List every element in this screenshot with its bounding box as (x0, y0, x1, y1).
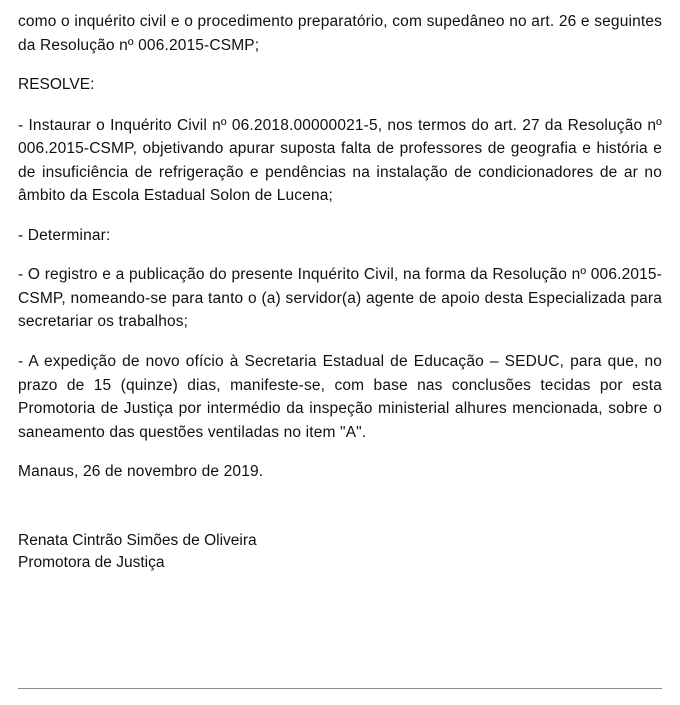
paragraph-intro: como o inquérito civil e o procedimento preparatório, com supedâneo no art. 26 e seguintes da Resolução nº 006.2015-CSMP; (18, 13, 662, 54)
paragraph-determinar: - Determinar: (18, 226, 111, 244)
paragraph-place-date: Manaus, 26 de novembro de 2019. (18, 463, 264, 481)
signature-block (18, 530, 662, 574)
footer-divider (18, 688, 662, 689)
signature-title: Promotora de Justiça (18, 553, 165, 571)
paragraph-expedicao: - A expedição de novo ofício à Secretaria Estadual de Educação – SEDUC, para que, no prazo de 15 (quinze) dias, manifeste-se, com base nas conclusões tecidas por esta Promotoria de Justiça por intermédio da inspeção ministerial alhures mencionada, sobre o saneamento das questões ventiladas no item "A". (18, 353, 662, 441)
resolve-heading: RESOLVE: (18, 76, 95, 94)
paragraph-registro: - O registro e a publicação do presente Inquérito Civil, na forma da Resolução nº 006.2015-CSMP, nomeando-se para tanto o (a) servidor(a) agente de apoio desta Especializada para secretariar os trabalhos; (18, 266, 662, 331)
signature-name: Renata Cintrão Simões de Oliveira (18, 531, 257, 549)
paragraph-instaurar: - Instaurar o Inquérito Civil nº 06.2018.00000021-5, nos termos do art. 27 da Resolução nº 006.2015-CSMP, objetivando apurar suposta falta de professores de geografia e história e de insuficiência de refrigeração e pendências na instalação de condicionadores de ar no âmbito da Escola Estadual Solon de Lucena; (18, 116, 662, 205)
